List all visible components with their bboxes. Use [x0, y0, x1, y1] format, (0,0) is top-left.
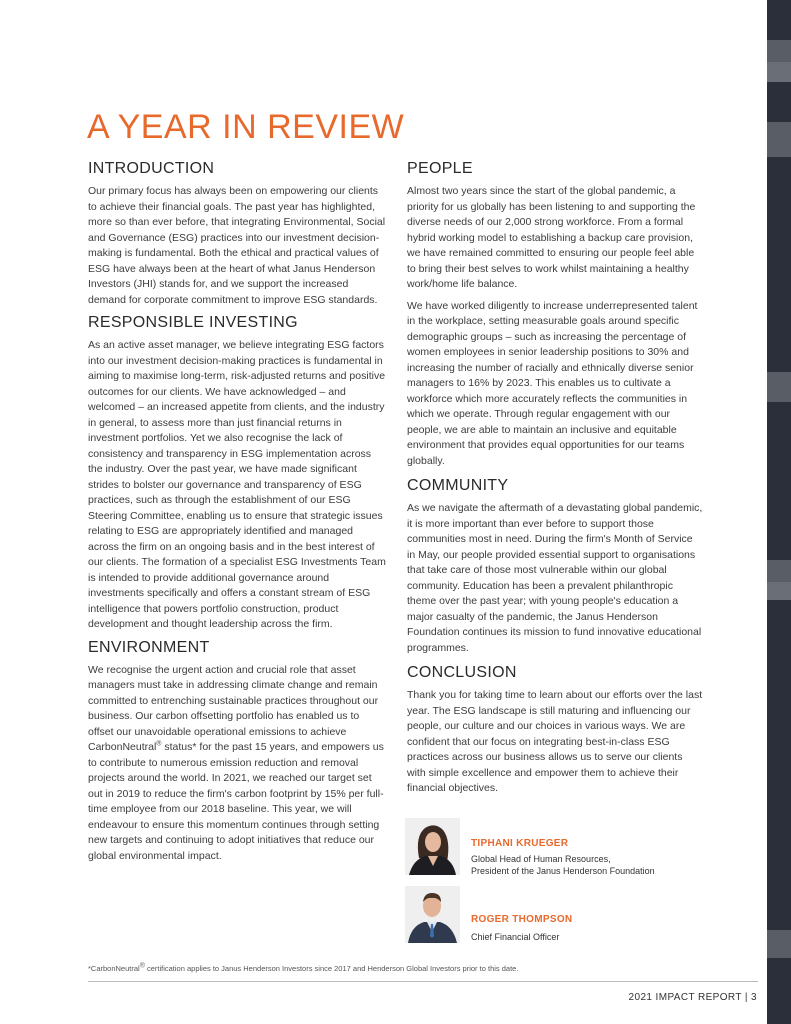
section-paragraph: Our primary focus has always been on empowering our clients to achieve their financial goals. The past year has highlighted, more so than ever before, that integrating Environmental, Social and Governance (ESG) practices into our investment decision-making is fundamental. Both the ethical and practical values of ESG have always been at the heart of what Janus Henderson Investors (JHI) stands for, and we support the increased demand for corporate commitment to improve ESG standards. — [88, 185, 386, 306]
section-paragraph: Thank you for taking time to learn about our efforts over the last year. The ESG landscape is still maturing and influencing our people, our culture and our choices in various ways. We are confident that our focus on integrating best-in-class ESG practices across our business allows us to serve our clients with simple excellence and empower them to achieve their financial objectives. — [407, 689, 703, 794]
portrait-photo — [405, 886, 460, 943]
page-title: A YEAR IN REVIEW — [87, 108, 405, 146]
footer-divider — [88, 981, 758, 982]
signatory-name: ROGER THOMPSON — [471, 914, 573, 925]
right-column — [407, 160, 703, 803]
section-paragraph: We recognise the urgent action and crucial role that asset managers must take in addressing climate change and remain committed to entrenching sustainable practices throughout our business. Our carbon offsetting portfolio has enabled us to offset our unavoidable operational emissions to achieve CarbonNeutral® status* for the past 15 years, and empowers us to contribute to numerous emission reduction and removal projects around the world. In 2021, we reached our target set out in 2019 to reduce the firm's carbon footprint by 15% per full-time employee from our 2018 baseline. This year, we will endeavour to ensure this momentum continues through setting new targets and continuing to adopt initiatives that reduce our global environmental impact. — [88, 663, 384, 862]
signatory-role: Global Head of Human Resources, — [471, 854, 611, 864]
section-heading: RESPONSIBLE INVESTING — [88, 314, 298, 331]
signatory-name: TIPHANI KRUEGER — [471, 838, 569, 849]
section-heading: PEOPLE — [407, 160, 473, 177]
section-heading: ENVIRONMENT — [88, 638, 210, 656]
section-heading: CONCLUSION — [407, 664, 517, 681]
section-paragraph: As we navigate the aftermath of a devastating global pandemic, it is more important than ever before to support those communities most in need. During the firm's Month of Service in May, our people provided essential support to organisations that take care of those most vulnerable within our global community. Education has been a prevalent philanthropic theme over the past year; with young people's education a major casualty of the pandemic, the Janus Henderson Foundation continues its mission to fund innovative educational programmes. — [407, 502, 703, 654]
portrait-photo — [405, 818, 460, 875]
section-paragraph: As an active asset manager, we believe integrating ESG factors into our investment decision-making practices is fundamental in aiming to maximise long-term, risk-adjusted returns and positive outcomes for our clients. We have acknowledged – and welcomed – an increased appetite from clients, and the industry in general, to assess more than just financial returns in investment portfolios. Yet we also recognise the lack of consistency and transparency in ESG implementation across the industry. Over the past year, we have made significant strides to bolster our governance and transparency of ESG practices, such as through the establishment of our ESG Steering Committee, enabling us to ensure that strategic issues relating to ESG are appropriately identified and managed across the firm on an ongoing basis and in the best interest of our clients. The formation of a specialist ESG Investments Team is intended to provide additional governance around investments specifically and offers a constant stream of ESG intelligence that powers portfolio construction, product development and thought leadership across the firm. — [88, 339, 386, 630]
section-conclusion — [407, 664, 703, 797]
side-color-bar — [767, 0, 791, 1024]
left-column — [88, 160, 386, 870]
page-footer: 2021 IMPACT REPORT | 3 — [628, 992, 757, 1003]
signatory-role: Chief Financial Officer — [471, 932, 560, 942]
section-heading: COMMUNITY — [407, 477, 509, 494]
section-responsible-investing — [88, 314, 386, 633]
section-heading: INTRODUCTION — [88, 160, 215, 177]
section-people — [407, 160, 703, 469]
section-environment — [88, 639, 386, 865]
section-paragraph: Almost two years since the start of the global pandemic, a priority for us globally has been listening to and supporting the diverse needs of our 2,000 strong workforce. From a formal hybrid working model to establishing a backup care provision, we have remained committed to ensuring our people feel able to bring their best selves to work whilst maintaining a healthy work/home life balance. — [407, 185, 696, 290]
section-introduction — [88, 160, 386, 308]
section-paragraph: We have worked diligently to increase underrepresented talent in the workplace, setting measurable goals around specific demographic groups – such as increasing the percentage of women employees in senior leadership positions to 30% and increasing the number of racially and ethnically diverse senior managers to 16% by 2023. This enables us to cultivate a workforce which more accurately reflects the communities in which we operate. Through regular engagement with our people, we are able to maintain an inclusive and equitable environment that provides equal opportunities for our teams globally. — [407, 299, 698, 467]
section-community — [407, 477, 703, 656]
footnote: *CarbonNeutral® certification applies to Janus Henderson Investors since 2017 and Henderson Global Investors prior to this date. — [88, 962, 519, 973]
signatory-role: President of the Janus Henderson Foundation — [471, 866, 655, 876]
